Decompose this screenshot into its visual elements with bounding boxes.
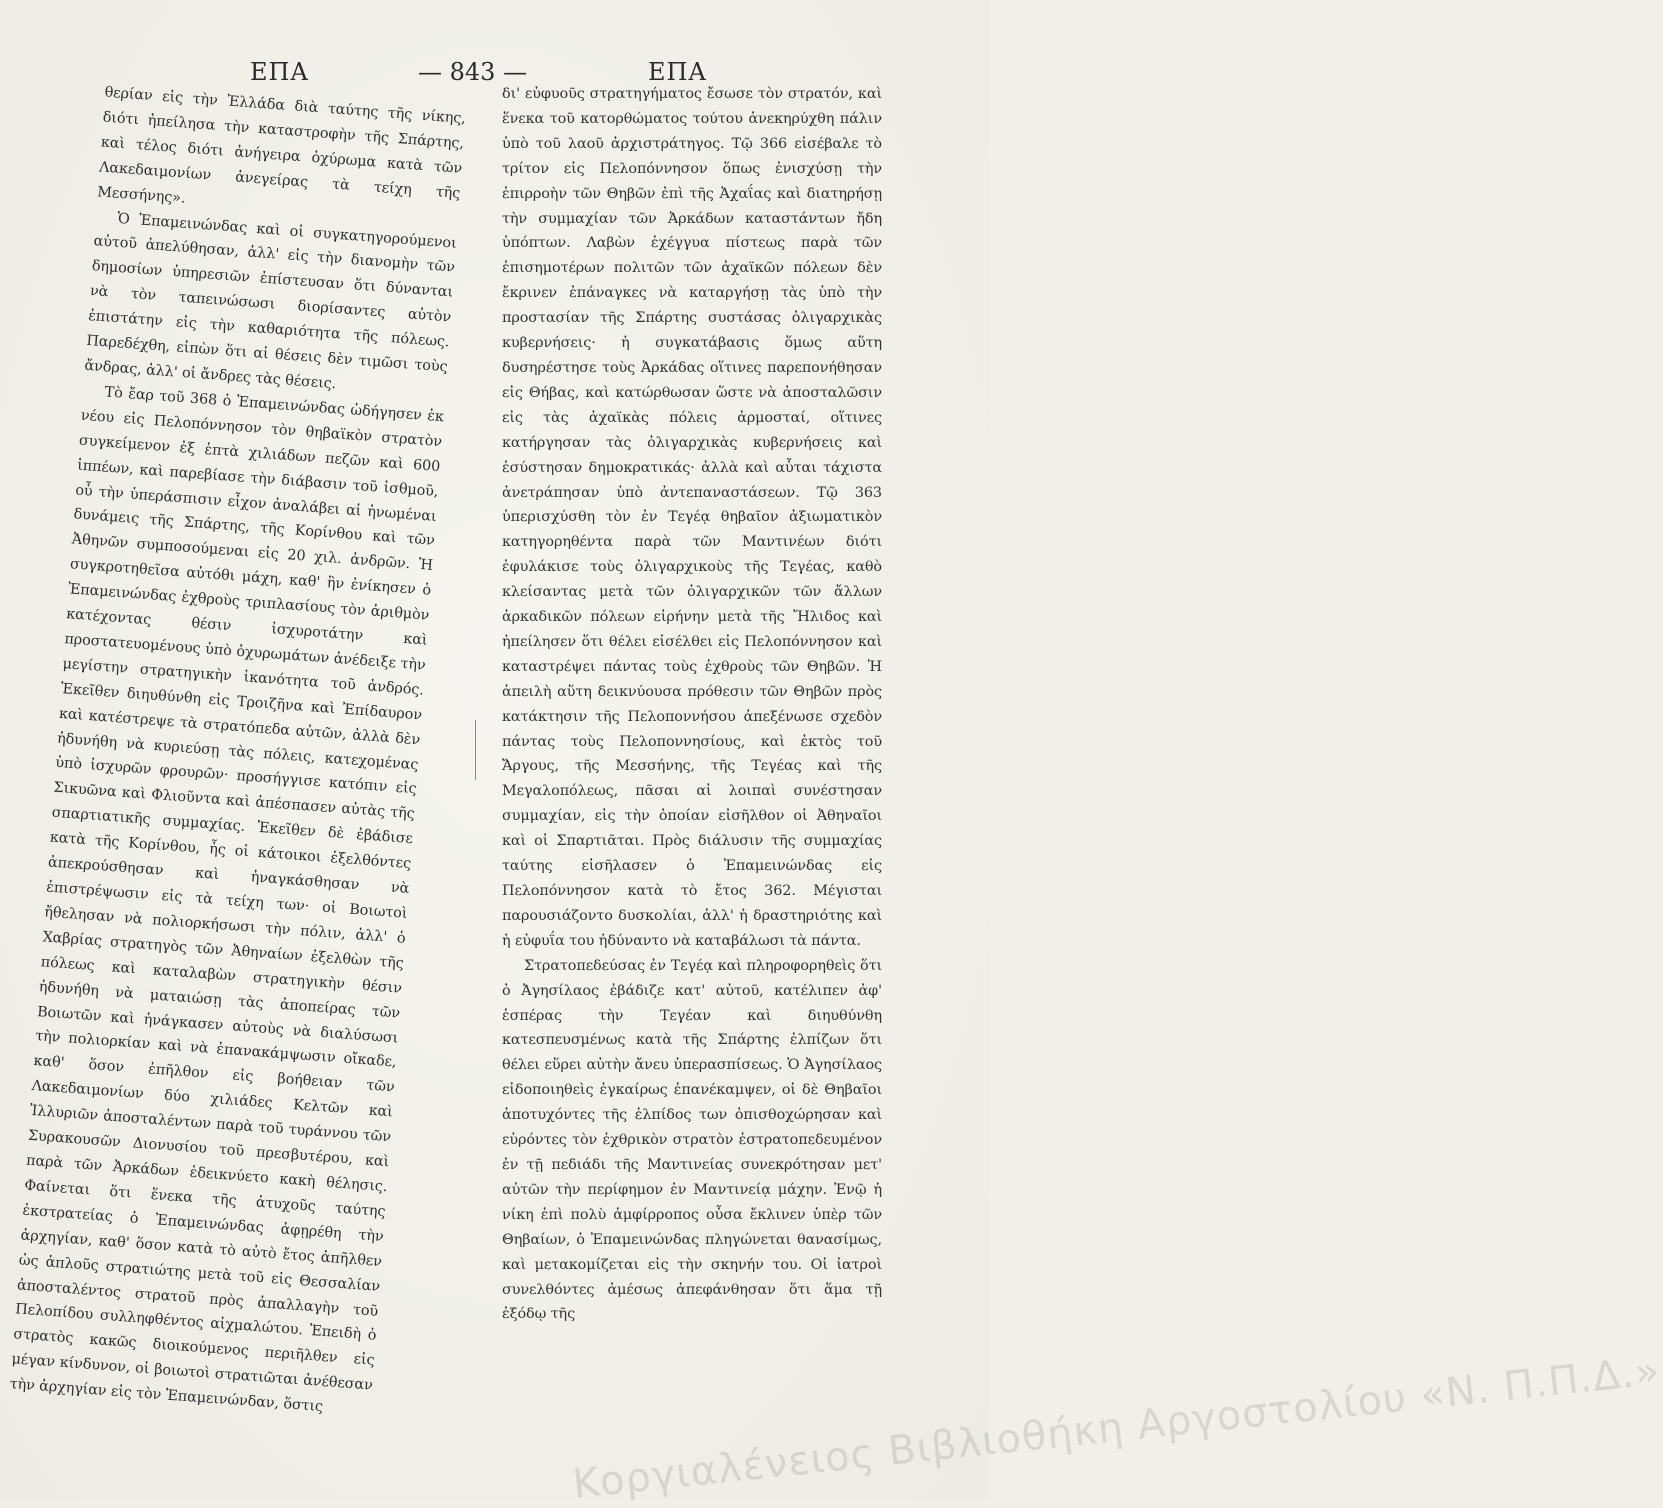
right-paragraph-2: Στρατοπεδεύσας ἐν Τεγέᾳ καὶ πληροφορηθεὶς ὅτι ὁ Ἀγησίλαος ἐβάδιζε κατ' αὐτοῦ, κατέλιπεν ἀφ' ἑσπέρας τὴν Τεγέαν καὶ διηυθύνθη κατεσπευσμένως κατὰ τῆς Σπάρτης ἐλπίζων ὅτι θέλει εὕρει αὐτὴν ἄνευ ὑπερασπίσεως. Ὁ Ἀγησίλαος εἰδοποιηθεὶς ἐγκαίρως ἐπανέκαμψεν, οἱ δὲ Θηβαῖοι ἀποτυχόντες τῆς ἐλπίδος των ὀπισθοχώρησαν καὶ εὑρόντες τὸν ἐχθρικὸν στρατὸν ἐστρατοπεδευμένον ἐν τῇ πεδιάδι τῆς Μαντινείας συνεκρότησαν μετ' αὐτῶν τὴν περίφημον ἐν Μαντινείᾳ μάχην. Ἐνῷ ἡ νίκη ἐπὶ πολὺ ἀμφίρροπος οὖσα ἔκλινεν ὑπὲρ τῶν Θηβαίων, ὁ Ἐπαμεινώνδας πληγώνεται θανασίμως, καὶ μετακομίζεται εἰς τὴν σκηνήν του. Οἱ ἰατροὶ συνελθόντες ἀμέσως ἀπεφάνθησαν ὅτι ἅμα τῇ ἐξόδῳ τῆς xyxy=(502,957,882,1323)
right-column xyxy=(502,82,882,1482)
page-number: — 843 — xyxy=(418,58,528,86)
header-left-guideword: ΕΠΑ xyxy=(250,58,309,86)
left-paragraph-1: θερίαν εἰς τὴν Ἑλλάδα διὰ ταύτης τῆς νίκης, διότι ἠπείλησα τὴν καταστροφὴν τῆς Σπάρτης, καὶ τέλος διότι ἀνήγειρα ὀχύρωμα κατὰ τῶν Λακεδαιμονίων ἀνεγείρας τὰ τείχη τῆς Μεσσήνης». xyxy=(96,84,467,207)
header-right-guideword: ΕΠΑ xyxy=(648,58,707,86)
left-paragraph-3: Τὸ ἔαρ τοῦ 368 ὁ Ἐπαμεινώνδας ὡδήγησεν ἐκ νέου εἰς Πελοπόννησον τὸν θηβαϊκὸν στρατὸν συγκείμενον ἐξ ἑπτὰ χιλιάδων πεζῶν καὶ 600 ἱππέων, καὶ παρεβίασε τὴν διάβασιν τοῦ ἰσθμοῦ, οὗ τὴν ὑπεράσπισιν εἶχον ἀναλάβει αἱ ἡνωμέναι δυνάμεις τῆς Σπάρτης, τῆς Κορίνθου καὶ τῶν Ἀθηνῶν συμποσούμεναι εἰς 20 χιλ. ἀνδρῶν. Ἡ συγκροτηθεῖσα αὐτόθι μάχη, καθ' ἣν ἐνίκησεν ὁ Ἐπαμεινώνδας ἐχθροὺς τριπλασίους τὸν ἀριθμὸν κατέχοντας θέσιν ἰσχυροτάτην καὶ προστατευομένους ὑπὸ ὀχυρωμάτων ἀνέδειξε τὴν μεγίστην στρατηγικὴν ἱκανότητα τοῦ ἀνδρός. Ἐκεῖθεν διηυθύνθη εἰς Τροιζῆνα καὶ Ἐπίδαυρον καὶ κατέστρεψε τὰ στρατόπεδα αὐτῶν, ἀλλὰ δὲν ἠδυνήθη νὰ κυριεύσῃ τὰς πόλεις, κατεχομένας ὑπὸ ἰσχυρῶν φρουρῶν· προσήγγισε κατόπιν εἰς Σικυῶνα καὶ Φλιοῦντα καὶ ἀπέσπασεν αὐτὰς τῆς σπαρτιατικῆς συμμαχίας. Ἐκεῖθεν δὲ ἐβάδισε κατὰ τῆς Κορίνθου, ἧς οἱ κάτοικοι ἐξελθόντες ἀπεκρούσθησαν καὶ ἠναγκάσθησαν νὰ ἐπιστρέψωσιν εἰς τὰ τείχη των· οἱ Βοιωτοὶ ἤθελησαν νὰ πολιορκήσωσι τὴν πόλιν, ἀλλ' ὁ Χαβρίας στρατηγὸς τῶν Ἀθηναίων ἐξελθὼν τῆς πόλεως καὶ καταλαβὼν στρατηγικὴν θέσιν ἠδυνήθη νὰ ματαιώσῃ τὰς ἀποπείρας τῶν Βοιωτῶν καὶ ἠνάγκασεν αὐτοὺς νὰ διαλύσωσι τὴν πολιορκίαν καὶ νὰ ἐπανακάμψωσιν οἴκαδε, καθ' ὅσον ἐπῆλθον εἰς βοήθειαν τῶν Λακεδαιμονίων δύο χιλιάδες Κελτῶν καὶ Ἰλλυριῶν ἀποσταλέντων παρὰ τοῦ τυράννου τῶν Συρακουσῶν Διονυσίου τοῦ πρεσβυτέρου, καὶ παρὰ τῶν Ἀρκάδων ἐδεικνύετο κακὴ θέλησις. Φαίνεται ὅτι ἕνεκα τῆς ἀτυχοῦς ταύτης ἐκστρατείας ὁ Ἐπαμεινώνδας ἀφῃρέθη τὴν ἀρχηγίαν, καθ' ὅσον κατὰ τὸ αὐτὸ ἔτος ἀπῆλθεν ὡς ἁπλοῦς στρατιώτης μετὰ τοῦ εἰς Θεσσαλίαν ἀποσταλέντος στρατοῦ πρὸς ἀπαλλαγὴν τοῦ Πελοπίδου συλληφθέντος αἰχμαλώτου. Ἐπειδὴ ὁ στρατὸς κακῶς διοικούμενος περιῆλθεν εἰς μέγαν κίνδυνον, οἱ βοιωτοὶ στρατιῶται ἀνέθεσαν τὴν ἀρχηγίαν εἰς τὸν Ἐπαμεινώνδαν, ὅστις xyxy=(9,384,445,1416)
left-paragraph-2: Ὁ Ἐπαμεινώνδας καὶ οἱ συγκατηγορούμενοι αὐτοῦ ἀπελύθησαν, ἀλλ' εἰς τὴν διανομὴν τῶν δημοσίων ὑπηρεσιῶν ἐπίστευσαν ὅτι δύνανται νὰ τὸν ταπεινώσωσι διορίσαντες αὐτὸν ἐπιστάτην εἰς τὴν καθαριότητα τῆς πόλεως. Παρεδέχθη, εἰπὼν ὅτι αἱ θέσεις δὲν τιμῶσι τοὺς ἄνδρας, ἀλλ' οἱ ἄνδρες τὰς θέσεις. xyxy=(83,210,458,393)
right-paragraph-1: δι' εὐφυοῦς στρατηγήματος ἔσωσε τὸν στρατόν, καὶ ἕνεκα τοῦ κατορθώματος τούτου ἀνεκηρύχθη πάλιν ὑπὸ τοῦ λαοῦ ἀρχιστράτηγος. Τῷ 366 εἰσέβαλε τὸ τρίτον εἰς Πελοπόννησον ὅπως ἐνισχύσῃ τὴν ἐπιρροὴν τῶν Θηβῶν ἐπὶ τῆς Ἀχαΐας καὶ διατηρήσῃ τὴν συμμαχίαν τῶν Ἀρκάδων καταστάντων ἤδη ὑπόπτων. Λαβὼν ἐχέγγυα πίστεως παρὰ τῶν ἐπισημοτέρων πολιτῶν τῶν ἀχαϊκῶν πόλεων δὲν ἔκρινεν ἐπάναγκες νὰ καταργήσῃ τὰς ὑπὸ τὴν προστασίαν τῆς Σπάρτης συστάσας ὀλιγαρχικὰς κυβερνήσεις· ἡ συγκατάβασις ὅμως αὕτη δυσηρέστησε τοὺς Ἀρκάδας οἵτινες παρεπονήθησαν εἰς Θήβας, καὶ κατώρθωσαν ὥστε νὰ ἀποσταλῶσιν εἰς τὰς ἀχαϊκὰς πόλεις ἁρμοσταί, οἵτινες κατήργησαν τὰς ὀλιγαρχικὰς κυβερνήσεις καὶ ἐσύστησαν δημοκρατικάς· ἀλλὰ καὶ αὗται τάχιστα ἀνετράπησαν ὑπὸ ἀντεπαναστάσεων. Τῷ 363 ὑπερισχύσθη τὸν ἐν Τεγέᾳ θηβαῖον ἀξιωματικὸν κατηγορηθέντα παρὰ τῶν Μαντινέων διότι ἐφυλάκισε τοὺς ὀλιγαρχικοὺς τῆς Τεγέας, καθὸ κλείσαντας μετὰ τῶν ὀλιγαρχικῶν τῶν ἄλλων ἀρκαδικῶν πόλεων εἰρήνην μετὰ τῆς Ἤλιδος καὶ ἠπείλησεν ὅτι θέλει εἰσέλθει εἰς Πελοπόννησον καὶ καταστρέψει πάντας τοὺς ἐχθροὺς τῶν Θηβῶν. Ἡ ἀπειλὴ αὕτη δεικνύουσα πρόθεσιν τῶν Θηβῶν πρὸς κατάκτησιν τῆς Πελοποννήσου ἀπεξένωσε σχεδὸν πάντας τοὺς Πελοποννησίους, καὶ ἐκτὸς τοῦ Ἄργους, τῆς Μεσσήνης, τῆς Τεγέας καὶ τῆς Μεγαλοπόλεως, πᾶσαι αἱ λοιπαὶ συνέστησαν συμμαχίαν, εἰς τὴν ὁποίαν εἰσῆλθον οἱ Ἀθηναῖοι καὶ οἱ Σπαρτιᾶται. Πρὸς διάλυσιν τῆς συμμαχίας ταύτης εἰσῆλασεν ὁ Ἐπαμεινώνδας εἰς Πελοπόννησον κατὰ τὸ ἔτος 362. Μέγισται παρουσιάζοντο δυσκολίαι, ἀλλ' ἡ δραστηριότης καὶ ἡ εὐφυΐα του ἠδύναντο νὰ καταβάλωσι τὰ πάντα. xyxy=(502,86,882,949)
left-column xyxy=(9,81,467,1416)
column-divider xyxy=(475,720,476,780)
library-watermark: Κοργιαλένειος Βιβλιοθήκη Αργοστολίου «Ν. Π.Π.Δ.» xyxy=(570,1347,1663,1508)
